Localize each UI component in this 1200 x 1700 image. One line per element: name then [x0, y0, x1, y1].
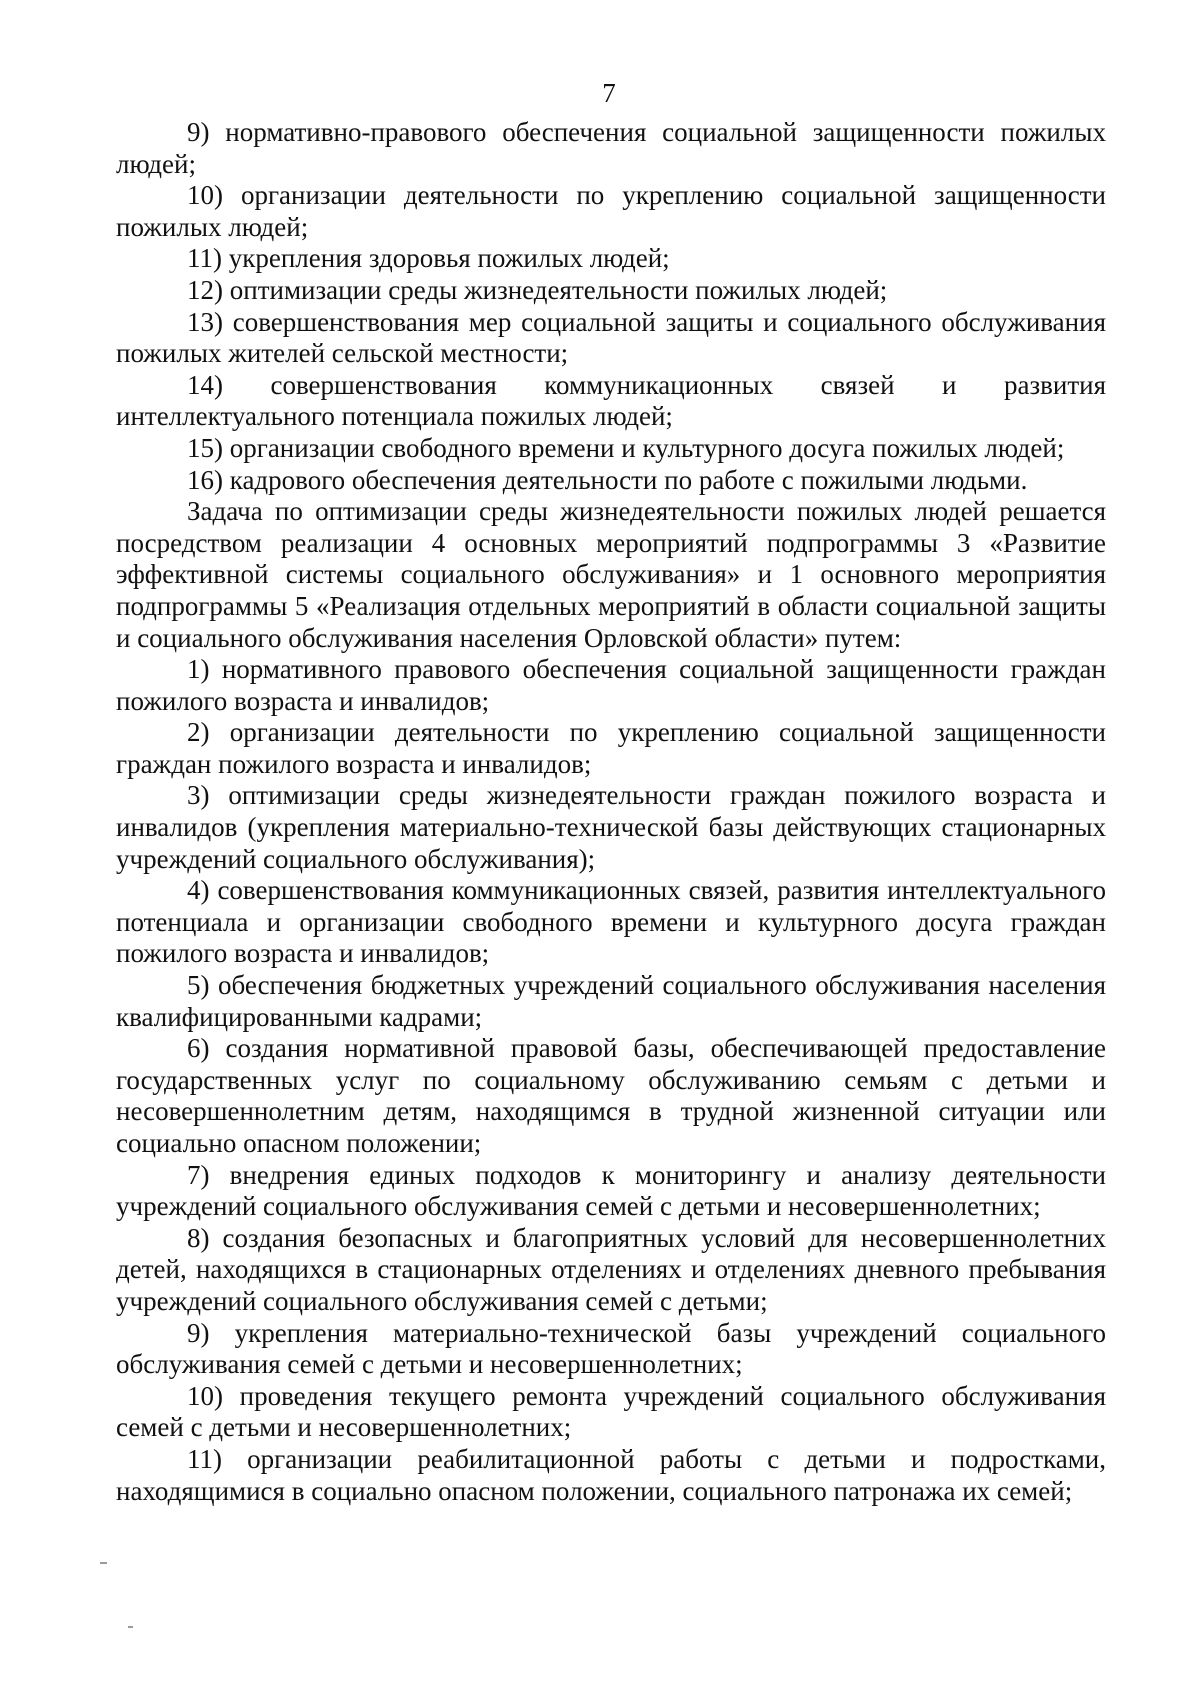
task-item-6: 6) создания нормативной правовой базы, обеспечивающей предоставление государственных услуг по социальному обслуживанию семьям с детьми и несовершеннолетним детям, находящимся в трудной жизненной ситуации или социально опасном положении; — [116, 1033, 1106, 1158]
list-item-13: 13) совершенствования мер социальной защиты и социального обслуживания пожилых жителей сельской местности; — [116, 306, 1106, 369]
scan-speck — [100, 1562, 107, 1564]
task-item-4: 4) совершенствования коммуникационных связей, развития интеллектуального потенциала и организации свободного времени и культурного досуга граждан пожилого возраста и инвалидов; — [116, 875, 1106, 969]
task-item-8: 8) создания безопасных и благоприятных условий для несовершеннолетних детей, находящихся в стационарных отделениях и отделениях дневного пребывания учреждений социального обслуживания семей с детьми; — [116, 1222, 1106, 1316]
task-item-2: 2) организации деятельности по укреплению социальной защищенности граждан пожилого возраста и инвалидов; — [116, 717, 1106, 779]
list-item-12: 12) оптимизации среды жизнедеятельности пожилых людей; — [187, 274, 888, 305]
document-body — [116, 117, 1106, 1507]
page-number: 7 — [602, 78, 616, 108]
task-item-1: 1) нормативного правового обеспечения социальной защищенности граждан пожилого возраста и инвалидов; — [116, 654, 1106, 716]
scan-speck — [128, 1626, 133, 1628]
task-item-9: 9) укрепления материально-технической базы учреждений социального обслуживания семей с детьми и несовершеннолетних; — [116, 1317, 1106, 1380]
list-item-14: 14) совершенствования коммуникационных связей и развития интеллектуального потенциала пожилых людей; — [116, 369, 1106, 432]
list-item-9: 9) нормативно-правового обеспечения социальной защищенности пожилых людей; — [116, 117, 1106, 179]
list-item-11: 11) укрепления здоровья пожилых людей; — [187, 243, 670, 274]
task-item-3: 3) оптимизации среды жизнедеятельности граждан пожилого возраста и инвалидов (укрепления материально-технической базы действующих стационарных учреждений социального обслуживания); — [116, 780, 1106, 874]
list-item-10: 10) организации деятельности по укреплению социальной защищенности пожилых людей; — [116, 180, 1106, 242]
task-paragraph: Задача по оптимизации среды жизнедеятельности пожилых людей решается посредством реализации 4 основных мероприятий подпрограммы 3 «Развитие эффективной системы социального обслуживания» и 1 основного мероприятия подпрограммы 5 «Реализация отдельных мероприятий в области социальной защиты и социального обслуживания населения Орловской области» путем: — [116, 496, 1106, 653]
task-item-11: 11) организации реабилитационной работы с детьми и подростками, находящимися в социально опасном положении, социального патронажа их семей; — [116, 1443, 1106, 1506]
task-item-5: 5) обеспечения бюджетных учреждений социального обслуживания населения квалифицированными кадрами; — [116, 970, 1106, 1032]
list-item-16: 16) кадрового обеспечения деятельности по работе с пожилыми людьми. — [187, 464, 1028, 495]
list-item-15: 15) организации свободного времени и культурного досуга пожилых людей; — [187, 432, 1065, 463]
task-item-10: 10) проведения текущего ремонта учреждений социального обслуживания семей с детьми и несовершеннолетних; — [116, 1380, 1106, 1443]
task-item-7: 7) внедрения единых подходов к мониторингу и анализу деятельности учреждений социального обслуживания семей с детьми и несовершеннолетних; — [116, 1159, 1106, 1222]
